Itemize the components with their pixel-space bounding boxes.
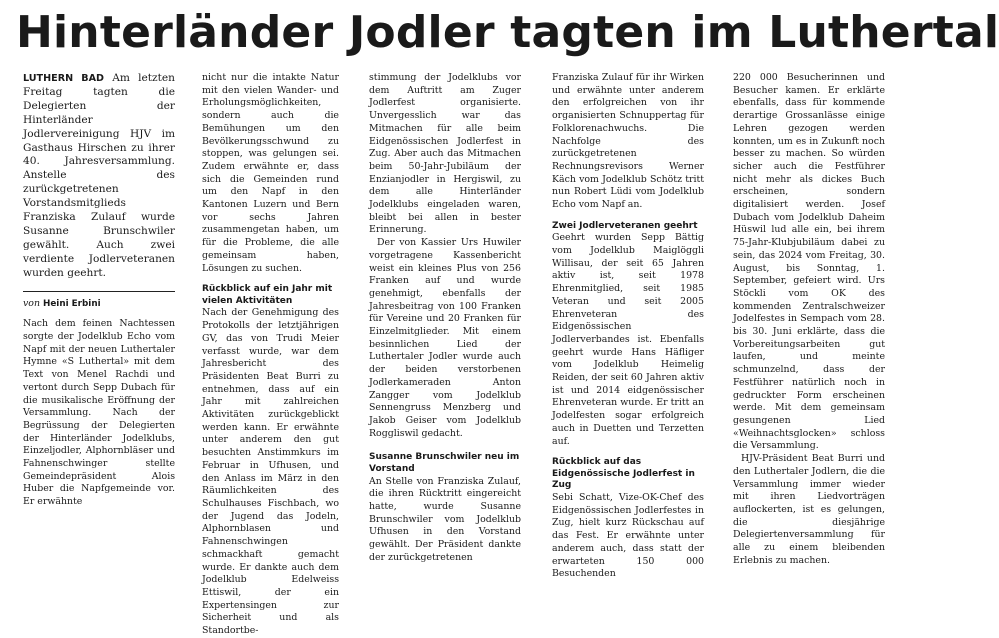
body-paragraph: Sebi Schatt, Vize-OK-Chef des Eidgenössischen Jodlerfestes in Zug, hielt kurz Rückschau auf das Fest. Er erwähnte unter anderem auch, dass statt der erwarteten 150 000 Besuchenden — [552, 492, 704, 580]
lead-paragraph — [23, 72, 175, 281]
subheading: Susanne Brunschwiler neu im Vorstand — [369, 452, 520, 474]
column-5 — [733, 72, 885, 566]
body-paragraph: HJV-Präsident Beat Burri und den Luthertaler Jodlern, die die Versammlung immer wieder mit ihren Liedvorträgen auflockerten, ist es gelungen, die diesjährige Delegiertenversammlung für alle zu einem bleibenden Erlebnis zu machen. — [733, 453, 885, 566]
body-paragraph: Geehrt wurden Sepp Bättig vom Jodelklub Maiglöggli Willisau, der seit 65 Jahren aktiv ist, seit 1978 Ehrenmitglied, seit 1985 Veteran und seit 2005 Ehrenveteran des Eidgenössischen Jodlerverbandes ist. Ebenfalls geehrt wurde Hans Häfliger vom Jodelklub Heimelig Reiden, der seit 60 Jahren aktiv ist und 2014 eidgenössischer Ehrenveteran wurde. Er tritt an Jodelfesten sogar erfolgreich auch in Duetten und Terzetten auf. — [552, 232, 704, 447]
body-paragraph: Nach dem feinen Nachtessen sorgte der Jodelklub Echo vom Napf mit der neuen Luthertaler Hymne «S Luthertal» mit dem Text von Menel Rachdi und vertont durch Sepp Dubach für die musikalische Eröffnung der Versammlung. Nach der Begrüssung der Delegierten der Hinterländer Jodelklubs, Einzeljodler, Alphornbläser und Fahnenschwinger stellte Gemeindepräsident Alois Huber die Napfgemeinde vor. Er erwähnte — [23, 318, 175, 508]
body-paragraph: Franziska Zulauf für ihr Wirken und erwähnte unter anderem den erfolgreichen von ihr organisierten Schnuppertag für Folklorenachwuchs. Die Nachfolge des zurückgetretenen Rechnungsrevisors Werner Käch vom Jodelklub Schötz tritt nun Robert Lüdi vom Jodelklub Echo vom Napf an. — [552, 72, 704, 211]
byline-author: Heini Erbini — [42, 298, 101, 309]
lead-text: Am letzten Freitag tagten die Delegierten der Hinterländer Jodlervereinigung HJV im Gasthaus Hirschen zu ihrer 40. Jahresversammlung. Anstelle des zurückgetretenen Vorstandsmitglieds Franziska Zulauf wurde Susanne Brunschwiler gewählt. Auch zwei verdiente Jodlerveteranen wurden geehrt. — [23, 72, 175, 279]
byline — [23, 298, 175, 311]
body-paragraph: stimmung der Jodelklubs vor dem Auftritt am Zuger Jodlerfest organisierte. Unvergesslich war das Mitmachen für alle beim Eidgenössischen Jodlerfest in Zug. Aber auch das Mitmachen beim 50-Jahr-Jubiläum der Enzianjodler in Hergiswil, zu dem alle Hinterländer Jodelklubs eingeladen waren, bleibt bei allen in bester Erinnerung. — [369, 72, 521, 236]
body-paragraph: An Stelle von Franziska Zulauf, die ihren Rücktritt eingereicht hatte, wurde Susanne Brunschwiler vom Jodelklub Ufhusen in den Vorstand gewählt. Der Präsident dankte der zurückgetretenen — [369, 475, 521, 563]
body-paragraph: 220 000 Besucherinnen und Besucher kamen. Er erklärte ebenfalls, dass für kommende derartige Grossanlässe einige Lehren gezogen werden konnten, um es in Zukunft noch besser zu machen. So würden sicher auch die Festführer nicht mehr als dickes Buch erscheinen, sondern digitalisiert werden. Josef Dubach vom Jodelklub Daheim Hüswil lud alle ein, bei ihrem 75-Jahr-Klubjubiläum dabei zu sein, das 2024 vom Freitag, 30. August, bis Sonntag, 1. September, gefeiert wird. Urs Stöckli vom OK des kommenden Zentralschweizer Jodelfestes in Sempach vom 28. bis 30. Juni erklärte, dass die Vorbereitungsarbeiten gut laufen, und meinte schmunzelnd, dass der Festführer natürlich noch in gedruckter Form erscheinen werde. Mit dem gemeinsam gesungenen Lied «Weihnachtsglocken» schloss die Versammlung. — [733, 72, 885, 452]
subheading: Rückblick auf ein Jahr mit vielen Aktivitäten — [202, 284, 333, 306]
body-paragraph: Nach der Genehmigung des Protokolls der letztjährigen GV, das von Trudi Meier verfasst wurde, war dem Jahresbericht des Präsidenten Beat Burri zu entnehmen, dass auf ein Jahr mit zahlreichen Aktivitäten zurückgeblickt werden kann. Er erwähnte unter anderem den gut besuchten Anstimmkurs im Februar in Ufhusen, und den Anlass im März in den Räumlichkeiten des Schulhauses Fischbach, wo der Jugend das Jodeln, Alphornblasen und Fahnenschwingen schmackhaft gemacht wurde. Er dankte auch dem Jodelklub Edelweiss Ettiswil, der ein Expertensingen zur Sicherheit und als Standortbe- — [202, 307, 339, 637]
subheading: Zwei Jodlerveteranen geehrt — [552, 220, 698, 231]
column-4 — [552, 72, 704, 580]
body-paragraph: nicht nur die intakte Natur mit den vielen Wander- und Erholungsmöglichkeiten, sondern auch die Bemühungen um den Bevölkerungsschwund zu stoppen, was gelungen sei. Zudem erwähnte er, dass sich die Gemeinden rund um den Napf in den Kantonen Luzern und Bern vor sechs Jahren zusammengetan haben, um für die Probleme, die alle gemeinsam haben, Lösungen zu suchen. — [202, 72, 339, 274]
subheading: Rückblick auf das Eidgenössische Jodlerfest in Zug — [552, 457, 695, 491]
column-2 — [202, 72, 339, 637]
column-3 — [369, 72, 521, 563]
byline-divider — [23, 291, 175, 292]
lead-location: LUTHERN BAD — [23, 73, 104, 84]
byline-prefix: von — [23, 297, 40, 309]
body-paragraph: Der von Kassier Urs Huwiler vorgetragene Kassenbericht weist ein kleines Plus von 256 Franken auf und wurde genehmigt, ebenfalls der Jahresbeitrag von 100 Franken für Vereine und 20 Franken für Einzelmitglieder. Mit einem besinnlichen Lied der Luthertaler Jodler wurde auch der beiden verstorbenen Jodlerkameraden Anton Zangger vom Jodelklub Sennengruss Menzberg und Jakob Geiser vom Jodelklub Roggliswil gedacht. — [369, 237, 521, 439]
headline: Hinterländer Jodler tagten im Luthertal — [16, 7, 999, 58]
column-1 — [23, 72, 175, 508]
